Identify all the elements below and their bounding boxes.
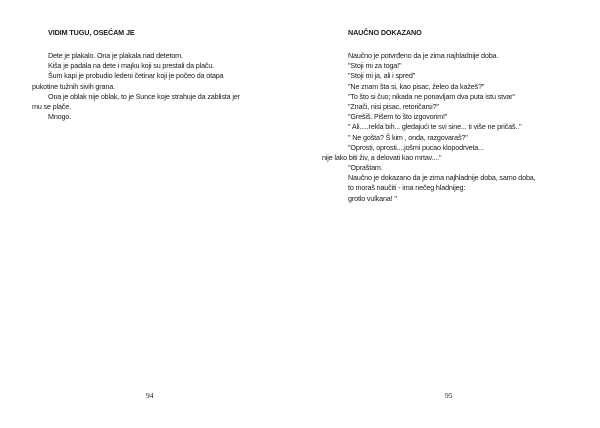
right-page-title: NAUČNO DOKAZANO — [348, 28, 422, 37]
page-number: 94 — [146, 391, 154, 400]
text-line: Mnogo. — [48, 112, 72, 122]
text-line: " Ne gošta? Š kim , onda, razgovaraš?" — [348, 132, 468, 142]
text-line: Šum kapi je probudio ledeni četinar koji je počeo da otapa — [48, 71, 224, 81]
text-line: mu se plače. — [32, 101, 71, 111]
page-number: 95 — [445, 391, 453, 400]
text-line: "Stoji mi za toga!" — [348, 61, 402, 71]
text-line: "Ne znam šta si, kao pisac, želeo da kažeš?" — [348, 81, 485, 91]
left-page-body — [32, 51, 277, 122]
text-line: nije lako biti živ, a delovati kao mrtav...." — [322, 152, 442, 162]
text-line: grotlo vulkana! " — [348, 193, 397, 203]
left-page-title: VIDIM TUGU, OSEĆAM JE — [48, 28, 135, 37]
right-page — [300, 0, 600, 428]
text-line: Kiša je padala na dete i majku koji su prestali da plaču. — [48, 61, 215, 71]
right-page-body — [322, 51, 582, 204]
text-line: "Stoji mi ja, ali i spred" — [348, 71, 416, 81]
text-line: pukotine tužnih sivih grana. — [32, 81, 115, 91]
text-line: Ona je oblak nije oblak, to je Sunce koje strahuje da zablista jer — [48, 91, 240, 101]
text-line: "Oprosti, oprosti....jošmi pucao klopodrveta... — [348, 142, 484, 152]
text-line: to moraš naučiti - ima nečeg hladnijeg: — [348, 183, 466, 193]
text-line: Naučno je potvrđeno da je zima najhladnije doba. — [348, 51, 499, 60]
text-line: "Opraštam. — [348, 163, 383, 173]
text-line: "To što si čuo; nikada ne ponavljam dva puta istu stvar" — [348, 91, 515, 101]
text-line: "Grešiš. Pišem to što izgovorim!" — [348, 112, 448, 122]
text-line: Naučno je dokazano da je zima najhladnije doba, samo doba, — [348, 173, 536, 183]
text-line: " Ali.....rekla bih... gledajući te svi sine... ti više ne pričaš.." — [348, 122, 522, 132]
text-line: "Znači, nisi pisac, retoričarsi?" — [348, 101, 439, 111]
text-line: Dete je plakalo. Ona je plakala nad detetom. — [48, 51, 183, 60]
